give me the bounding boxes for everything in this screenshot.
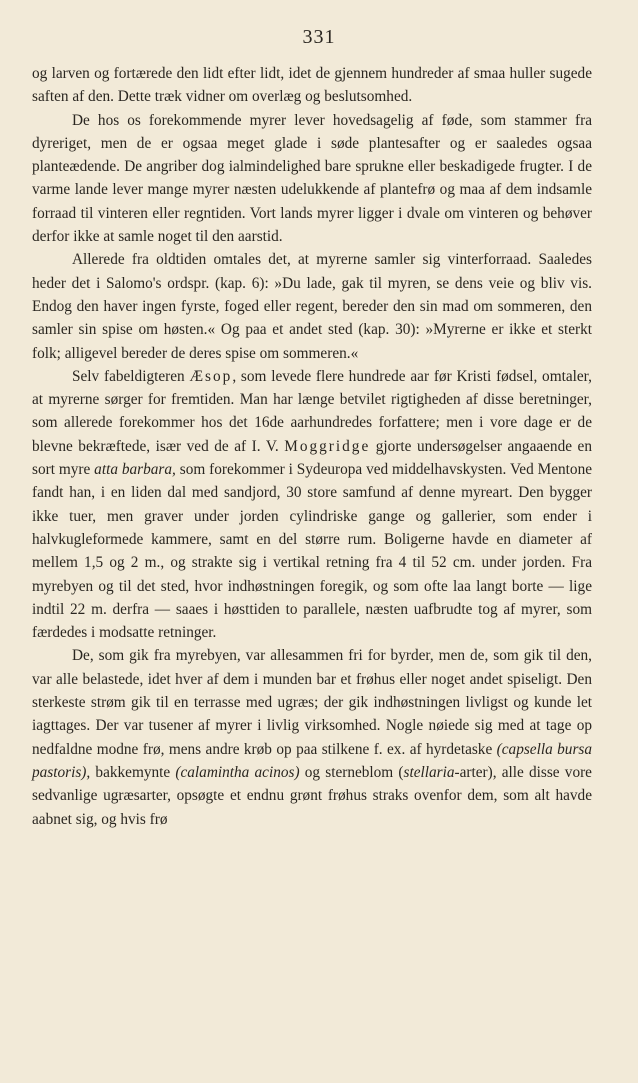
spaced-name: Æsop bbox=[189, 367, 233, 385]
text-run: Selv fabeldigteren bbox=[72, 367, 190, 385]
italic-term: (calamintha acinos) bbox=[175, 763, 300, 781]
text-run: og larven og fortærede den lidt efter lidt, idet de gjennem hundreder af smaa huller sugede saften af den. Dette træk vidner om overlæg og beslutsomhed. bbox=[32, 65, 592, 106]
paragraph bbox=[32, 365, 592, 645]
text-run: De hos os forekommende myrer lever hovedsagelig af føde, som stammer fra dyreriget, men de er ogsaa meget glade i søde plantesafter og er saaledes ogsaa planteædende. De angriber dog ialmindelighed bare sprukne eller beskadigede frugter. I de varme lande lever mange myrer næsten udelukkende af plantefrø og maa af dem indsamle forraad til vinteren eller regntiden. Vort lands myrer ligger i dvale om vinteren og behøver derfor ikke at samle noget til den aarstid. bbox=[32, 111, 592, 246]
italic-term: (capsella bursa pastoris), bbox=[32, 740, 593, 781]
text-run: og sterneblom ( bbox=[299, 763, 404, 781]
paragraph bbox=[32, 644, 592, 830]
text-run: De, som gik fra myrebyen, var allesammen fri for byrder, men de, som gik til den, var alle belastede, idet hver af dem i munden bar et frøhus eller noget andet spiseligt. Den sterkeste strøm gik til en terrasse med ugræs; der gik indhøstningen livligst og kunde let iagttages. Der var tusener af myrer i livlig virksomhed. Nogle nøiede sig med at tage op nedfaldne modne frø, mens andre krøb op paa stilkene f. ex. af hyrdetaske bbox=[32, 647, 592, 758]
paragraph bbox=[32, 62, 592, 109]
paragraph bbox=[32, 109, 592, 249]
paragraph bbox=[32, 248, 592, 364]
text-run: bakkemynte bbox=[90, 763, 176, 781]
text-run: , som levede flere hundrede aar før Kristi fødsel, omtaler, at myrerne sørger for fremtiden. Man har længe betvilet rigtigheden af disse beretninger, som allerede forekommer hos det 16de aarhundredes forfattere; men i vore dage er de blevne bekræftede, især ved de af I. V. bbox=[32, 367, 592, 455]
body-text bbox=[32, 62, 592, 831]
text-run: Allerede fra oldtiden omtales det, at myrerne samler sig vinterforraad. Saaledes heder det i Salomo's ordspr. (kap. 6): »Du lade, gak til myren, se dens veie og bliv vis. Endog den haver ingen fyrste, foged eller regent, bereder den sin mad om sommeren, den samler sin spise om høsten.« Og paa et andet sted (kap. 30): »Myrerne er ikke et sterkt folk; alligevel bereder de deres spise om sommeren.« bbox=[32, 251, 592, 362]
page-number: 331 bbox=[302, 26, 336, 48]
text-run: -arter), alle disse vore sedvanlige ugræsarter, opsøgte et endnu grønt frøhus straks ovenfor dem, som alt havde aabnet sig, og hvis frø bbox=[32, 763, 592, 828]
text-run: gjorte undersøgelser angaaende en sort myre bbox=[32, 437, 592, 479]
spaced-name: Moggridge bbox=[284, 437, 371, 455]
italic-term: stellaria bbox=[403, 763, 455, 781]
text-run: som forekommer i Sydeuropa ved middelhavskysten. Ved Mentone fandt han, i en liden dal med sandjord, 30 store samfund af denne myreart. Den bygger ikke tuer, men graver under jorden cylindriske gange og gallerier, som ender i halvkugleformede kammere, samt en del større rum. Boligerne havde en diameter af mellem 1,5 og 2 m., og strakte sig i vertikal retning fra 4 til 52 cm. under jorden. Fra myrebyen og til det sted, hvor indhøstningen foregik, og som ofte laa langt borte — lige indtil 22 m. derfra — saaes i høsttiden to parallele, næsten uafbrudte tog af myrer, som færdedes i modsatte retninger. bbox=[32, 461, 593, 642]
italic-term: atta barbara, bbox=[94, 461, 176, 479]
